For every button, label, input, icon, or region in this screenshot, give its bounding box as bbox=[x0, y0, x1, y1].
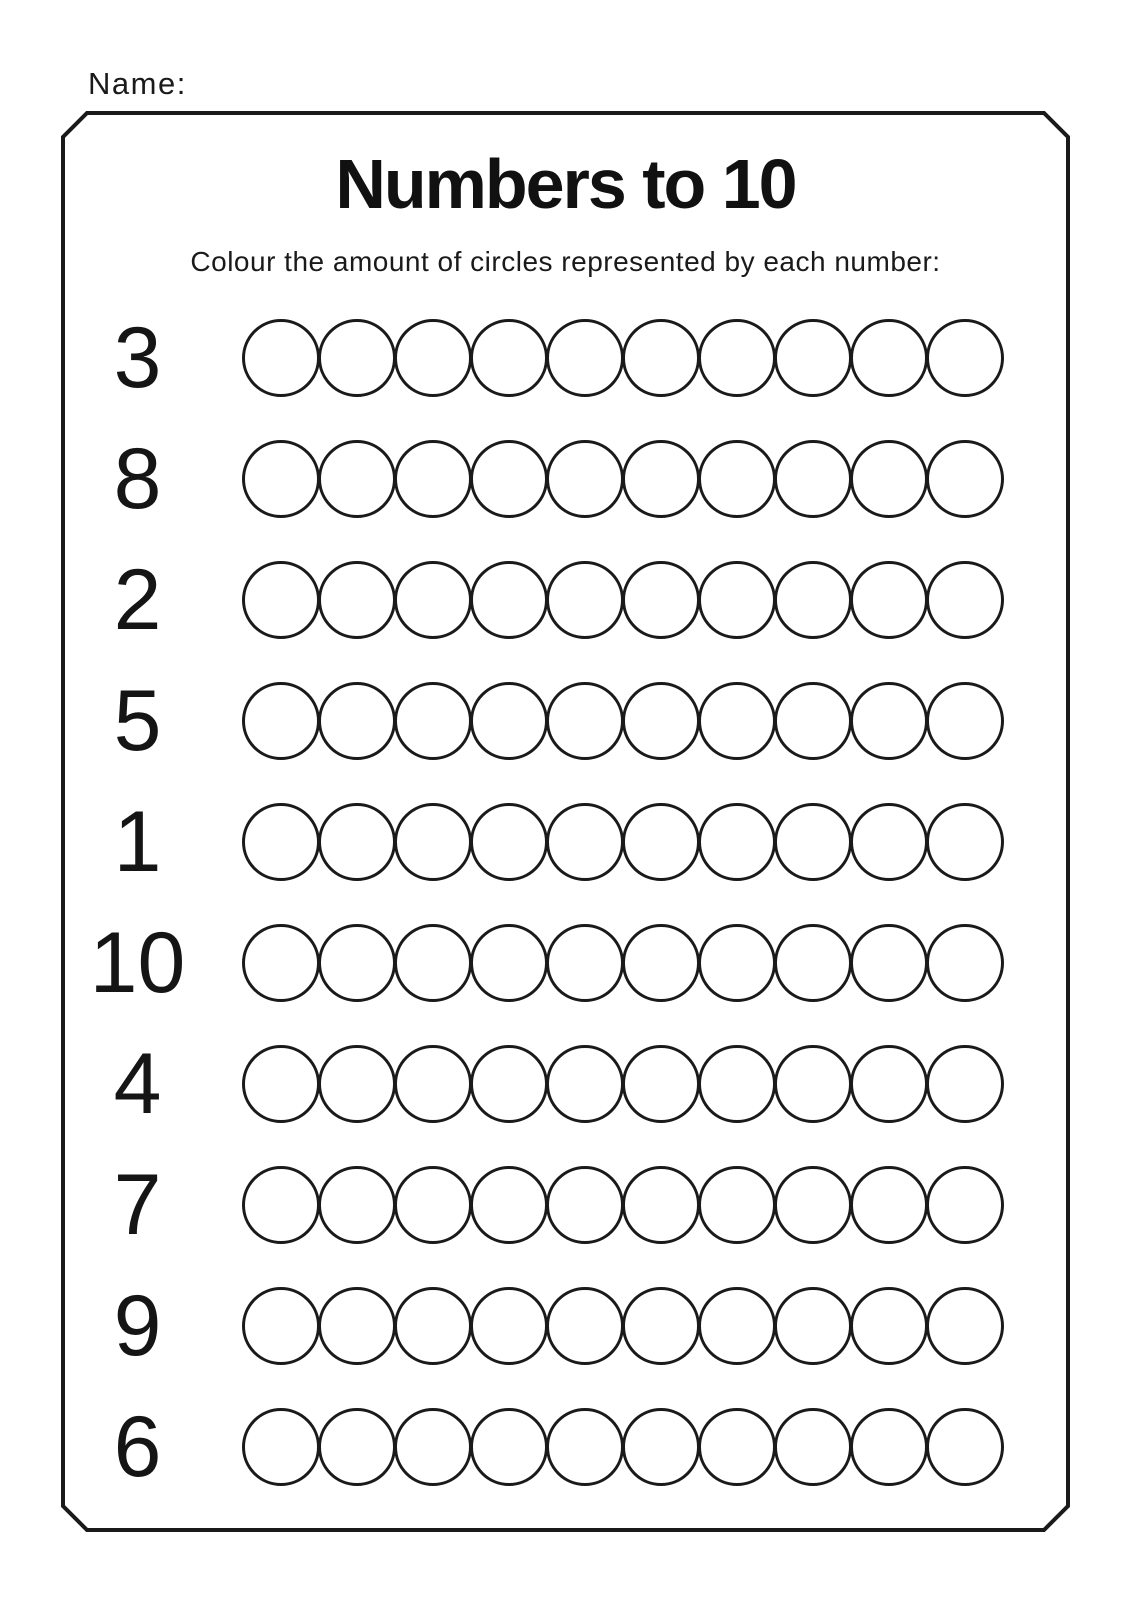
colourable-circle[interactable] bbox=[546, 1166, 624, 1244]
colourable-circle[interactable] bbox=[622, 319, 700, 397]
colourable-circle[interactable] bbox=[850, 682, 928, 760]
colourable-circle[interactable] bbox=[242, 1287, 320, 1365]
colourable-circle[interactable] bbox=[622, 1408, 700, 1486]
colourable-circle[interactable] bbox=[926, 1287, 1004, 1365]
worksheet-row bbox=[80, 297, 1004, 418]
colourable-circle[interactable] bbox=[926, 561, 1004, 639]
circles-group bbox=[242, 440, 1004, 518]
row-number: 3 bbox=[113, 309, 162, 406]
rows-container bbox=[80, 297, 1004, 1508]
row-number: 6 bbox=[113, 1399, 162, 1496]
colourable-circle[interactable] bbox=[318, 1408, 396, 1486]
worksheet-row bbox=[80, 1266, 1004, 1387]
colourable-circle[interactable] bbox=[850, 1408, 928, 1486]
circles-group bbox=[242, 682, 1004, 760]
colourable-circle[interactable] bbox=[622, 1287, 700, 1365]
colourable-circle[interactable] bbox=[242, 561, 320, 639]
colourable-circle[interactable] bbox=[774, 1287, 852, 1365]
colourable-circle[interactable] bbox=[470, 682, 548, 760]
colourable-circle[interactable] bbox=[394, 1287, 472, 1365]
colourable-circle[interactable] bbox=[622, 803, 700, 881]
colourable-circle[interactable] bbox=[470, 1166, 548, 1244]
colourable-circle[interactable] bbox=[242, 1166, 320, 1244]
colourable-circle[interactable] bbox=[318, 1166, 396, 1244]
colourable-circle[interactable] bbox=[470, 1045, 548, 1123]
colourable-circle[interactable] bbox=[546, 803, 624, 881]
colourable-circle[interactable] bbox=[698, 1287, 776, 1365]
colourable-circle[interactable] bbox=[850, 1287, 928, 1365]
colourable-circle[interactable] bbox=[394, 924, 472, 1002]
worksheet-row bbox=[80, 1145, 1004, 1266]
colourable-circle[interactable] bbox=[546, 1408, 624, 1486]
colourable-circle[interactable] bbox=[698, 561, 776, 639]
row-number: 1 bbox=[113, 793, 162, 890]
colourable-circle[interactable] bbox=[774, 561, 852, 639]
worksheet-row bbox=[80, 1024, 1004, 1145]
colourable-circle[interactable] bbox=[698, 1166, 776, 1244]
colourable-circle[interactable] bbox=[242, 924, 320, 1002]
colourable-circle[interactable] bbox=[926, 924, 1004, 1002]
row-number: 9 bbox=[113, 1278, 162, 1375]
colourable-circle[interactable] bbox=[318, 924, 396, 1002]
colourable-circle[interactable] bbox=[318, 1287, 396, 1365]
worksheet-row bbox=[80, 539, 1004, 660]
colourable-circle[interactable] bbox=[394, 803, 472, 881]
colourable-circle[interactable] bbox=[242, 1408, 320, 1486]
colourable-circle[interactable] bbox=[546, 440, 624, 518]
colourable-circle[interactable] bbox=[926, 682, 1004, 760]
colourable-circle[interactable] bbox=[774, 1166, 852, 1244]
colourable-circle[interactable] bbox=[318, 440, 396, 518]
colourable-circle[interactable] bbox=[242, 682, 320, 760]
row-number: 4 bbox=[113, 1036, 162, 1133]
colourable-circle[interactable] bbox=[850, 319, 928, 397]
colourable-circle[interactable] bbox=[926, 1045, 1004, 1123]
worksheet-row bbox=[80, 660, 1004, 781]
colourable-circle[interactable] bbox=[318, 561, 396, 639]
circles-group bbox=[242, 1166, 1004, 1244]
colourable-circle[interactable] bbox=[774, 1045, 852, 1123]
colourable-circle[interactable] bbox=[698, 924, 776, 1002]
worksheet-row bbox=[80, 418, 1004, 539]
colourable-circle[interactable] bbox=[622, 1166, 700, 1244]
colourable-circle[interactable] bbox=[698, 319, 776, 397]
colourable-circle[interactable] bbox=[774, 682, 852, 760]
colourable-circle[interactable] bbox=[394, 561, 472, 639]
colourable-circle[interactable] bbox=[546, 1287, 624, 1365]
colourable-circle[interactable] bbox=[242, 803, 320, 881]
colourable-circle[interactable] bbox=[546, 561, 624, 639]
colourable-circle[interactable] bbox=[926, 1408, 1004, 1486]
colourable-circle[interactable] bbox=[926, 440, 1004, 518]
colourable-circle[interactable] bbox=[850, 561, 928, 639]
colourable-circle[interactable] bbox=[622, 561, 700, 639]
circles-group bbox=[242, 1045, 1004, 1123]
colourable-circle[interactable] bbox=[394, 1408, 472, 1486]
colourable-circle[interactable] bbox=[470, 924, 548, 1002]
circles-group bbox=[242, 561, 1004, 639]
name-label: Name: bbox=[88, 66, 187, 101]
colourable-circle[interactable] bbox=[394, 1166, 472, 1244]
colourable-circle[interactable] bbox=[850, 440, 928, 518]
colourable-circle[interactable] bbox=[470, 1287, 548, 1365]
row-number: 7 bbox=[113, 1157, 162, 1254]
colourable-circle[interactable] bbox=[470, 1408, 548, 1486]
worksheet-row bbox=[80, 1387, 1004, 1508]
circles-group bbox=[242, 319, 1004, 397]
colourable-circle[interactable] bbox=[394, 319, 472, 397]
colourable-circle[interactable] bbox=[546, 924, 624, 1002]
colourable-circle[interactable] bbox=[546, 1045, 624, 1123]
colourable-circle[interactable] bbox=[242, 319, 320, 397]
colourable-circle[interactable] bbox=[470, 319, 548, 397]
colourable-circle[interactable] bbox=[850, 1166, 928, 1244]
colourable-circle[interactable] bbox=[622, 682, 700, 760]
colourable-circle[interactable] bbox=[774, 803, 852, 881]
colourable-circle[interactable] bbox=[318, 682, 396, 760]
instruction-text: Colour the amount of circles represented by each number: bbox=[190, 246, 941, 277]
colourable-circle[interactable] bbox=[546, 682, 624, 760]
worksheet-title: Numbers to 10 bbox=[335, 145, 796, 223]
circles-group bbox=[242, 1408, 1004, 1486]
colourable-circle[interactable] bbox=[774, 1408, 852, 1486]
colourable-circle[interactable] bbox=[394, 682, 472, 760]
colourable-circle[interactable] bbox=[470, 561, 548, 639]
worksheet-row bbox=[80, 781, 1004, 902]
colourable-circle[interactable] bbox=[698, 440, 776, 518]
colourable-circle[interactable] bbox=[774, 924, 852, 1002]
row-number: 10 bbox=[89, 915, 186, 1012]
colourable-circle[interactable] bbox=[318, 319, 396, 397]
circles-group bbox=[242, 1287, 1004, 1365]
colourable-circle[interactable] bbox=[318, 803, 396, 881]
colourable-circle[interactable] bbox=[470, 803, 548, 881]
colourable-circle[interactable] bbox=[850, 924, 928, 1002]
worksheet-row bbox=[80, 902, 1004, 1023]
colourable-circle[interactable] bbox=[850, 1045, 928, 1123]
colourable-circle[interactable] bbox=[698, 803, 776, 881]
colourable-circle[interactable] bbox=[698, 1408, 776, 1486]
colourable-circle[interactable] bbox=[546, 319, 624, 397]
circles-group bbox=[242, 924, 1004, 1002]
colourable-circle[interactable] bbox=[774, 440, 852, 518]
colourable-circle[interactable] bbox=[622, 440, 700, 518]
colourable-circle[interactable] bbox=[394, 1045, 472, 1123]
colourable-circle[interactable] bbox=[850, 803, 928, 881]
colourable-circle[interactable] bbox=[698, 1045, 776, 1123]
colourable-circle[interactable] bbox=[926, 319, 1004, 397]
row-number: 2 bbox=[113, 551, 162, 648]
row-number: 5 bbox=[113, 672, 162, 769]
colourable-circle[interactable] bbox=[394, 440, 472, 518]
colourable-circle[interactable] bbox=[698, 682, 776, 760]
colourable-circle[interactable] bbox=[622, 1045, 700, 1123]
colourable-circle[interactable] bbox=[470, 440, 548, 518]
colourable-circle[interactable] bbox=[926, 803, 1004, 881]
colourable-circle[interactable] bbox=[774, 319, 852, 397]
circles-group bbox=[242, 803, 1004, 881]
colourable-circle[interactable] bbox=[242, 1045, 320, 1123]
colourable-circle[interactable] bbox=[622, 924, 700, 1002]
colourable-circle[interactable] bbox=[926, 1166, 1004, 1244]
row-number: 8 bbox=[113, 430, 162, 527]
colourable-circle[interactable] bbox=[242, 440, 320, 518]
colourable-circle[interactable] bbox=[318, 1045, 396, 1123]
